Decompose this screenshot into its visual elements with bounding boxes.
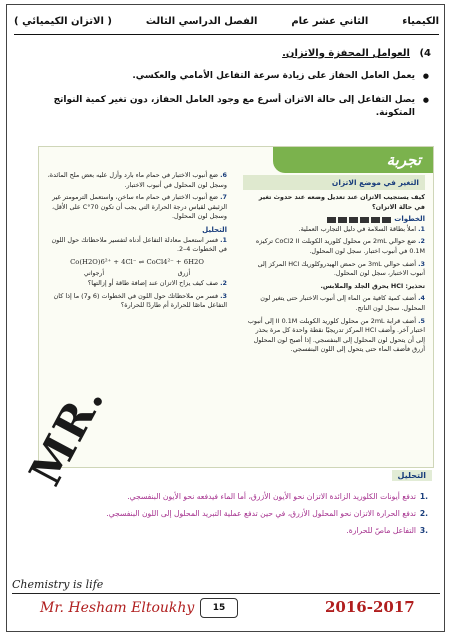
safety-icon (360, 217, 369, 223)
answer-item: .1 تدفع أيونات الكلوريد الزائدة الاتزان نحو الأيون الأزرق، أما الماء فيدفعه نحو الأيون البنفسجي. (127, 492, 428, 501)
step-item: 4. أضف كمية كافية من الماء إلى أنبوب الاختبار حتى يتغير لون المحلول. سجل لون الناتج. (260, 294, 425, 312)
section-number: 4) (419, 48, 431, 59)
chemical-equation: Co(H2O)6²⁺ + 4Cl⁻ ⇌ CoCl4²⁻ + 6H2O (70, 257, 204, 266)
section-heading: العوامل المحفزة والاتزان. (282, 48, 410, 59)
header-unit: ( الاتزان الكيميائي ) (14, 15, 112, 27)
experiment-subtitle: التغير في موضع الاتزان (331, 178, 419, 187)
experiment-title: تجربة (386, 151, 421, 169)
safety-icon (382, 217, 391, 223)
analysis-heading: التحليل (202, 225, 227, 234)
step-item: 5. أضف قرابة 2mL من محلول كلوريد الكوبلت II 0.1M إلى أنبوب اختبار آخر. وأضف HCl المركز تدريجيًا نقطة واحدة كل مرة بحذر إلى أن يتحول لون المحلول إلى البنفسجي. إذا أصبح لون المحلول أزرق فأضف الماء حتى يتحول إلى اللون البنفسجي. (247, 316, 425, 354)
experiment-right-column (247, 193, 425, 358)
experiment-left-column (47, 171, 227, 314)
step-item: 2. ضع حوالي 2mL من محلول كلوريد الكوبلت CoCl2 II تركيزه 0.1M في أنبوب اختبار. سجل لون المحلول. (255, 237, 425, 255)
steps-heading (247, 215, 425, 225)
steps-heading-label: الخطوات (394, 215, 425, 224)
watermark-text: MR. (20, 375, 116, 494)
header-divider (14, 34, 439, 35)
footer-divider (12, 593, 440, 594)
safety-icon (338, 217, 347, 223)
experiment-subtitle-bar (243, 175, 425, 190)
safety-icons (327, 217, 391, 223)
equation-color-labels (47, 269, 227, 279)
page-header (14, 10, 439, 32)
safety-icon (371, 217, 380, 223)
step-warning: تحذير: HCl يحرق الجلد والملابس. (320, 281, 425, 290)
page-number: 15 (200, 598, 238, 618)
safety-icon (327, 217, 336, 223)
bullet-item: ● يصل التفاعل إلى حالة الاتزان أسرع مع وجود العامل الحفاز، دون تغير كمية النواتج المتكونة. (34, 94, 429, 120)
step-item: 7. ضع أنبوب الاختبار في حمام ماء ساخن، واستعمل الترمومتر غير الزئبقي لقياس درجة الحرارة التي يجب أن تكون 70°C على الأقل، وسجل لون المحلول. (52, 193, 227, 221)
step-item: 6. ضع أنبوب الاختبار في حمام ماء بارد وأزل عليه بعض ملح المائدة، وسجل لون المحلول في أنبوب الاختبار. (47, 171, 227, 189)
safety-icon (349, 217, 358, 223)
answer-item: .2 تدفع الحرارة الاتزان نحو المحلول الأزرق، في حين تدفع عملية التبريد المحلول إلى اللون البنفسجي. (106, 509, 428, 518)
analysis-item: 2. صف كيف يزاح الاتزان عند إضافة طاقة أو إزالتها؟ (87, 278, 227, 287)
answer-list (53, 490, 428, 541)
experiment-question: كيف يستجيب الاتزان عند تعديل وضعه عند حدوث تغير في حالة الاتزان؟ (258, 193, 425, 211)
answer-item: .3 التفاعل ماصّ للحرارة. (346, 526, 428, 535)
answer-analysis-box (40, 470, 432, 566)
footer-motto: Chemistry is life (12, 578, 104, 591)
header-term: الفصل الدراسي الثالث (145, 15, 258, 27)
header-subject: الكيمياء (402, 15, 439, 27)
step-item: 1. املأ بطاقة السلامة في دليل التجارب العملية. (298, 224, 425, 233)
bullet-list (34, 70, 429, 131)
footer-year: 2016-2017 (325, 598, 415, 616)
color-label-purple: أرجواني (83, 270, 105, 278)
section-title (282, 48, 431, 59)
answer-analysis-heading: التحليل (392, 470, 432, 481)
step-item: 3. أضف حوالي 3mL من حمض الهيدروكلوريك HCl المركز إلى أنبوب الاختبار، سجل لون المحلول. (257, 259, 425, 278)
color-label-blue: أزرق (177, 270, 191, 278)
bullet-item: ● يعمل العامل الحفاز على زيادة سرعة التفاعل الأمامي والعكسي. (34, 70, 429, 83)
analysis-item: 1. فسر استعمل معادلة التفاعل أدناه لتفسير ملاحظاتك حول اللون في الخطوات 4–2. (51, 235, 227, 254)
header-grade: الثاني عشر عام (291, 15, 369, 27)
footer-author: Mr. Hesham Eltoukhy (40, 600, 195, 616)
analysis-item: 3. فسر من ملاحظاتك حول اللون في الخطوات (6 و7) ما إذا كان التفاعل ماصًا للحرارة أم طاردًا للحرارة؟ (53, 291, 227, 310)
